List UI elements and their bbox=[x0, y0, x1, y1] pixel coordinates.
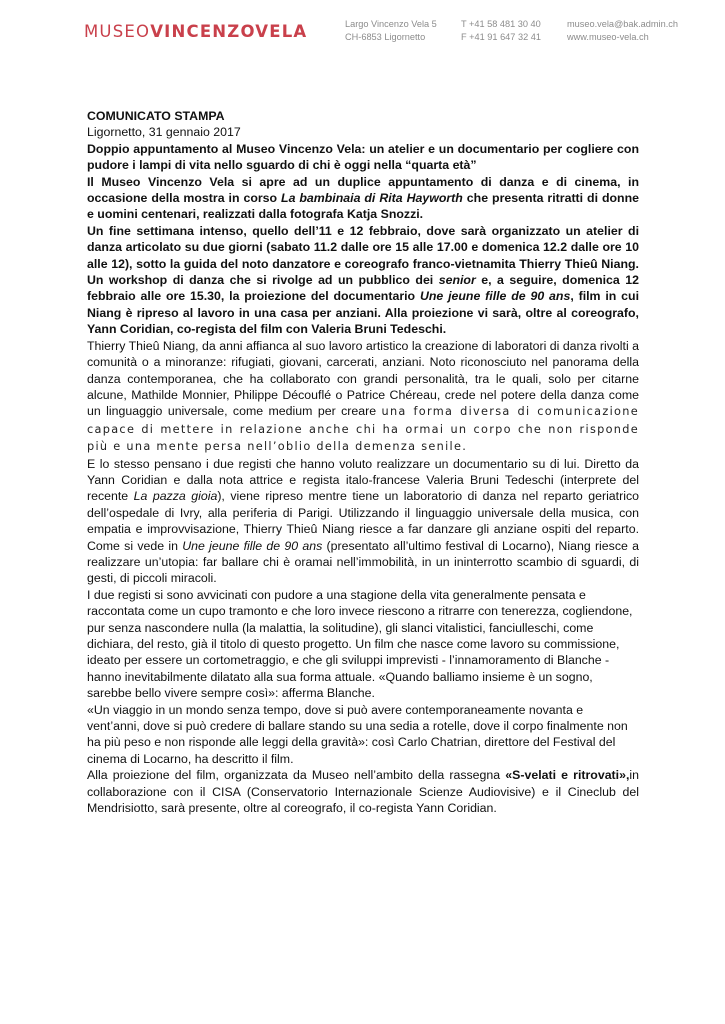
paragraph-text: Thierry Thieû Niang, da anni affianca al suo lavoro artistico la creazione di laboratori di danza rivolti a comunità o a minoranze: rifugiati, giovani, carcerati, anziani. Noto riconosciuto nel panorama della danza contemporanea, che ha collaborato con grandi personalità, tra le quali, solo per citarne alcune, Mathilde Monnier, Philippe Découflé o Patrice Chéreau, crede nel potere della danza come un linguaggio universale, come medium per creare bbox=[87, 338, 639, 419]
phone-block bbox=[461, 18, 541, 43]
contact-block bbox=[567, 18, 678, 43]
event-text: e, a seguire, domenica 12 febbraio alle ore 15.30, la proiezione del documentario bbox=[87, 273, 639, 304]
email-address: museo.vela@bak.admin.ch bbox=[567, 19, 678, 29]
body-paragraph-1 bbox=[87, 338, 639, 456]
document-title: COMUNICATO STAMPA bbox=[87, 109, 225, 123]
fax-number: F +41 91 647 32 41 bbox=[461, 31, 541, 42]
paragraph-text-spaced: una forma diversa di comunicazione capace di mettere in relazione anche chi ha ormai un corpo che non risponde più e una mente persa nell’oblio della demenza senile. bbox=[87, 405, 639, 454]
event-paragraph bbox=[87, 223, 639, 338]
paragraph-text: in collaborazione con il CISA (Conservatorio Internazionale Scienze Audiovisive) e il Cineclub del Mendrisiotto, sarà presente, oltre al coreografo, il co-regista Yann Coridian. bbox=[87, 768, 639, 816]
paragraph-text: E lo stesso pensano i due registi che hanno voluto realizzare un documentario su di lui. Diretto da Yann Coridian e dalla nota attrice e regista italo-francese Valeria Bruni Tedeschi (interprete del recente bbox=[87, 456, 639, 504]
paragraph-text: ), viene ripreso mentre tiene un laboratorio di danza nel reparto geriatrico dell’ospedale di Ivry, alla periferia di Parigi. Utilizzando il linguaggio universale della musica, con empatia e improvvisazione, Thierry Thieû Niang riesce a far danzare gli anziane ospiti del reparto. Come si vede in bbox=[87, 489, 639, 553]
event-text: , film in cui Niang è ripreso al lavoro in una casa per anziani. Alla proiezione vi sarà, oltre al coreografo, Yann Coridian, co-regista del film con Valeria Bruni Tedeschi. bbox=[87, 289, 639, 337]
film-title: Une jeune fille de 90 ans bbox=[182, 538, 323, 553]
paragraph-text: (presentato all’ultimo festival di Locarno), Niang riesce a realizzare un’utopia: far ballare chi è oramai nell’immobilità, in un ininterrotto scambio di sguardi, di gesti, di piccoli miracoli. bbox=[87, 538, 639, 586]
body-paragraph-4: «Un viaggio in un mondo senza tempo, dove si può avere contemporaneamente novanta e vent’anni, dove si può credere di ballare stando su una sedia a rotelle, dove il corpo finalmente non ha più peso e non risponde alle leggi della gravità»: così Carlo Chatrian, direttore del Festival del cinema di Locarno, ha descritto il film. bbox=[87, 702, 628, 766]
film-title: La pazza gioia bbox=[133, 489, 218, 504]
body-paragraph-5 bbox=[87, 767, 639, 816]
museum-logo bbox=[84, 22, 307, 41]
intro-paragraph bbox=[87, 174, 639, 223]
senior-term: senior bbox=[438, 273, 476, 288]
phone-number: T +41 58 481 30 40 bbox=[461, 19, 541, 29]
festival-name: «S-velati e ritrovati», bbox=[505, 768, 630, 783]
address-line: Largo Vincenzo Vela 5 bbox=[345, 19, 437, 29]
letterhead bbox=[0, 18, 725, 58]
logo-word-museo: MUSEO bbox=[84, 22, 151, 41]
address-block bbox=[345, 18, 437, 43]
logo-word-vela: VELA bbox=[255, 22, 308, 41]
film-title: Une jeune fille de 90 ans bbox=[419, 289, 571, 304]
body-paragraph-3: I due registi si sono avvicinati con pudore a una stagione della vita generalmente pensata e raccontata come un cupo tramonto e che loro invece riescono a ritrarre con tenerezza, cogliendone, pur senza nascondere nulla (la malattia, la solitudine), gli slanci vitalistici, fanciulleschi, come dichiara, del resto, già il titolo di questo progetto. Un film che nasce come lavoro su commissione, ideato per essere un cortometraggio, e che gli sviluppi imprevisti - l’innamoramento di Blanche - hanno inevitabilmente dilatato alla sua forma attuale. «Quando balliamo insieme è un sogno, sarebbe bello vivere sempre così»: afferma Blanche. bbox=[87, 587, 633, 701]
press-release-body bbox=[87, 108, 639, 816]
paragraph-text: Alla proiezione del film, organizzata da Museo nell’ambito della rassegna bbox=[87, 768, 506, 783]
website-address: www.museo-vela.ch bbox=[567, 31, 649, 42]
headline: Doppio appuntamento al Museo Vincenzo Vela: un atelier e un documentario per cogliere con pudore i lampi di vita nello sguardo di chi è oggi nella “quarta età” bbox=[87, 141, 639, 173]
address-line: CH-6853 Ligornetto bbox=[345, 31, 426, 42]
body-paragraph-2 bbox=[87, 456, 639, 587]
logo-word-vincenzo: VINCENZO bbox=[150, 22, 256, 41]
document-date: Ligornetto, 31 gennaio 2017 bbox=[87, 125, 241, 140]
exhibition-title: La bambinaia di Rita Hayworth bbox=[281, 191, 463, 206]
intro-text: Il Museo Vincenzo Vela si apre ad un duplice appuntamento di danza e di cinema, in occasione della mostra in corso bbox=[87, 174, 639, 206]
intro-text: che presenta ritratti di donne e uomini centenari, realizzati dalla fotografa Katja Snozzi. bbox=[87, 191, 640, 222]
event-text: Un fine settimana intenso, quello dell’11 e 12 febbraio, dove sarà organizzato un atelier di danza articolato su due giorni (sabato 11.2 dalle ore 15 alle 17.00 e domenica 12.2 dalle ore 10 alle 12), sotto la guida del noto danzatore e coreografo franco-vietnamita Thierry Thieû Niang. Un workshop di danza che si rivolge ad un pubblico dei bbox=[87, 223, 639, 288]
